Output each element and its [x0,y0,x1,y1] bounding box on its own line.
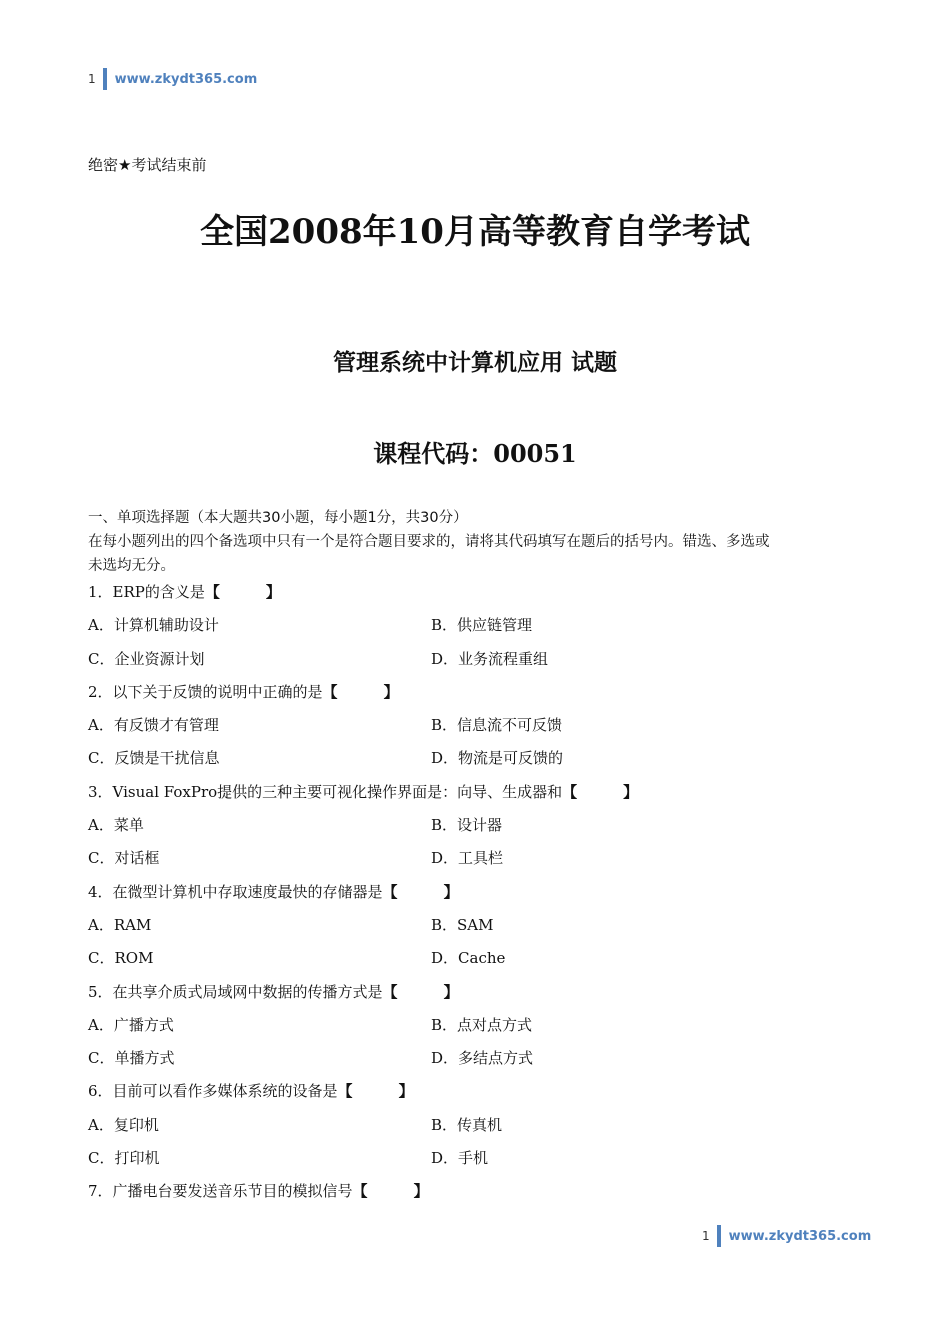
option-a: A．广播方式 [88,1015,174,1034]
option-row [88,1013,868,1046]
header-divider [103,68,107,90]
option-b: B．设计器 [431,816,503,835]
question-list [88,580,868,1213]
header-page-number: 1 [88,72,96,86]
option-a: A．复印机 [88,1115,159,1134]
option-a: A．有反馈才有管理 [88,716,219,735]
instruction-line-2: 未选均无分。 [88,558,175,574]
option-b: B．SAM [431,915,494,934]
question-stem: 1．ERP的含义是【 】 [88,583,281,601]
option-c: C．ROM [88,949,154,968]
instruction-line-1: 在每小题列出的四个备选项中只有一个是符合题目要求的，请将其代码填写在题后的括号内。错选、多选或 [88,534,770,550]
footer-divider [717,1225,721,1247]
option-c: C．单播方式 [88,1049,175,1068]
option-c: C．反馈是干扰信息 [88,749,220,768]
option-row [88,1113,868,1146]
option-a: A．RAM [88,915,152,934]
option-b: B．传真机 [431,1115,503,1134]
exam-title: 全国2008年10月高等教育自学考试 [200,212,750,252]
option-a: A．计算机辅助设计 [88,616,219,635]
option-d: D．Cache [431,949,506,968]
page-footer [702,1225,871,1247]
question-stem: 2．以下关于反馈的说明中正确的是【 】 [88,682,399,701]
option-row [88,713,868,746]
option-d: D．多结点方式 [431,1049,534,1068]
question-stem: 5．在共享介质式局域网中数据的传播方式是【 】 [88,982,459,1001]
option-a: A．菜单 [88,816,144,835]
option-b: B．点对点方式 [431,1015,533,1034]
option-b: B．信息流不可反馈 [431,716,563,735]
secret-label: 绝密★考试结束前 [88,156,207,174]
section-instructions [88,506,878,578]
page-header [88,68,257,90]
option-row [88,913,868,946]
option-d: D．物流是可反馈的 [431,749,564,768]
option-row [88,746,868,779]
option-row [88,813,868,846]
section-heading: 一、单项选择题（本大题共30小题，每小题1分，共30分） [88,510,468,526]
option-d: D．手机 [431,1149,489,1168]
option-row [88,647,868,680]
option-c: C．对话框 [88,849,160,868]
question-stem: 3．Visual FoxPro提供的三种主要可视化操作界面是：向导、生成器和【 】 [88,782,639,801]
option-d: D．业务流程重组 [431,649,549,668]
footer-url-link[interactable]: www.zkydt365.com [728,1228,872,1244]
option-row [88,846,868,879]
exam-subtitle: 管理系统中计算机应用 试题 [332,350,617,376]
option-d: D．工具栏 [431,849,504,868]
option-row [88,1046,868,1079]
option-c: C．打印机 [88,1149,160,1168]
option-row [88,1146,868,1179]
course-code: 课程代码：00051 [373,439,577,468]
option-b: B．供应链管理 [431,616,533,635]
header-url-link[interactable]: www.zkydt365.com [114,71,258,87]
question-stem: 7．广播电台要发送音乐节目的模拟信号【 】 [88,1182,429,1201]
question-stem: 4．在微型计算机中存取速度最快的存储器是【 】 [88,882,459,901]
footer-page-number: 1 [702,1229,710,1243]
question-stem: 6．目前可以看作多媒体系统的设备是【 】 [88,1082,414,1101]
option-row [88,946,868,979]
option-c: C．企业资源计划 [88,649,205,668]
option-row [88,613,868,646]
